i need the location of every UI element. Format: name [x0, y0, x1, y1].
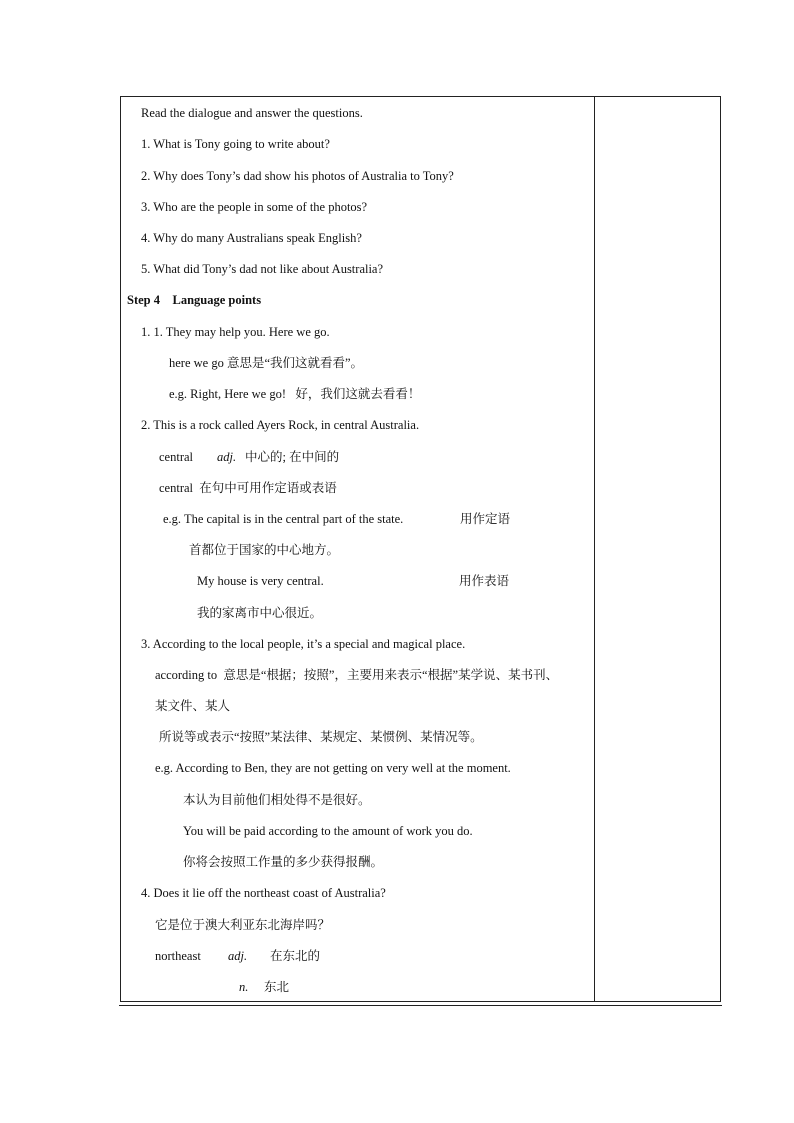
question-1: 1. What is Tony going to write about?	[141, 137, 330, 151]
point4-def-adj: 在东北的	[270, 949, 321, 963]
point2-pos: adj.	[217, 450, 237, 464]
point3-ex2-cn: 你将会按照工作量的多少获得报酬。	[183, 855, 384, 869]
point2-ex1-cn: 首都位于国家的中心地方。	[189, 543, 340, 557]
point1-title: 1. 1. They may help you. Here we go.	[141, 325, 330, 339]
empty-notes-cell	[595, 97, 720, 1001]
point4-title: 4. Does it lie off the northeast coast of Australia?	[141, 886, 386, 900]
point3-meaning-1: according to 意思是“根据；按照”，主要用来表示“根据”某学说、某书刊、	[155, 668, 559, 682]
point3-ex1-en: e.g. According to Ben, they are not getting on very well at the moment.	[155, 761, 511, 775]
question-2: 2. Why does Tony’s dad show his photos of Australia to Tony?	[141, 169, 454, 183]
question-4: 4. Why do many Australians speak English?	[141, 231, 362, 245]
point2-ex1-tag: 用作定语	[460, 512, 511, 526]
point3-meaning-2: 某文件、某人	[155, 699, 231, 713]
point1-meaning: here we go 意思是“我们这就看看”。	[169, 356, 364, 370]
point2-usage: central 在句中可用作定语或表语	[159, 481, 337, 495]
point2-ex2-tag: 用作表语	[459, 574, 510, 588]
point3-ex1-cn: 本认为目前他们相处得不是很好。	[183, 793, 371, 807]
intro-text: Read the dialogue and answer the questions.	[141, 106, 363, 120]
lesson-table	[120, 96, 721, 1002]
point4-pos-n: n.	[239, 980, 249, 994]
point2-def: 中心的; 在中间的	[245, 450, 340, 464]
point2-ex2-cn: 我的家离市中心很近。	[197, 606, 323, 620]
question-3: 3. Who are the people in some of the photos?	[141, 200, 368, 214]
step4-heading: Step 4 Language points	[127, 293, 262, 307]
point4-def-n: 东北	[264, 980, 290, 994]
point4-word: northeast	[155, 949, 201, 963]
point1-example: e.g. Right, Here we go! 好，我们这就去看看！	[169, 387, 421, 401]
point4-pos-adj: adj.	[228, 949, 248, 963]
point3-title: 3. According to the local people, it’s a special and magical place.	[141, 637, 466, 651]
point4-cn: 它是位于澳大利亚东北海岸吗？	[155, 918, 331, 932]
point2-ex2-en: My house is very central.	[197, 574, 324, 588]
point3-meaning-3: 所说等或表示“按照”某法律、某规定、某惯例、某情况等。	[159, 730, 483, 744]
question-5: 5. What did Tony’s dad not like about Australia?	[141, 262, 384, 276]
point2-title: 2. This is a rock called Ayers Rock, in central Australia.	[141, 418, 420, 432]
point3-ex2-en: You will be paid according to the amount of work you do.	[183, 824, 473, 838]
lesson-content-cell	[121, 97, 594, 1001]
point2-ex1-en: e.g. The capital is in the central part of the state.	[163, 512, 404, 526]
point2-word: central	[159, 450, 194, 464]
